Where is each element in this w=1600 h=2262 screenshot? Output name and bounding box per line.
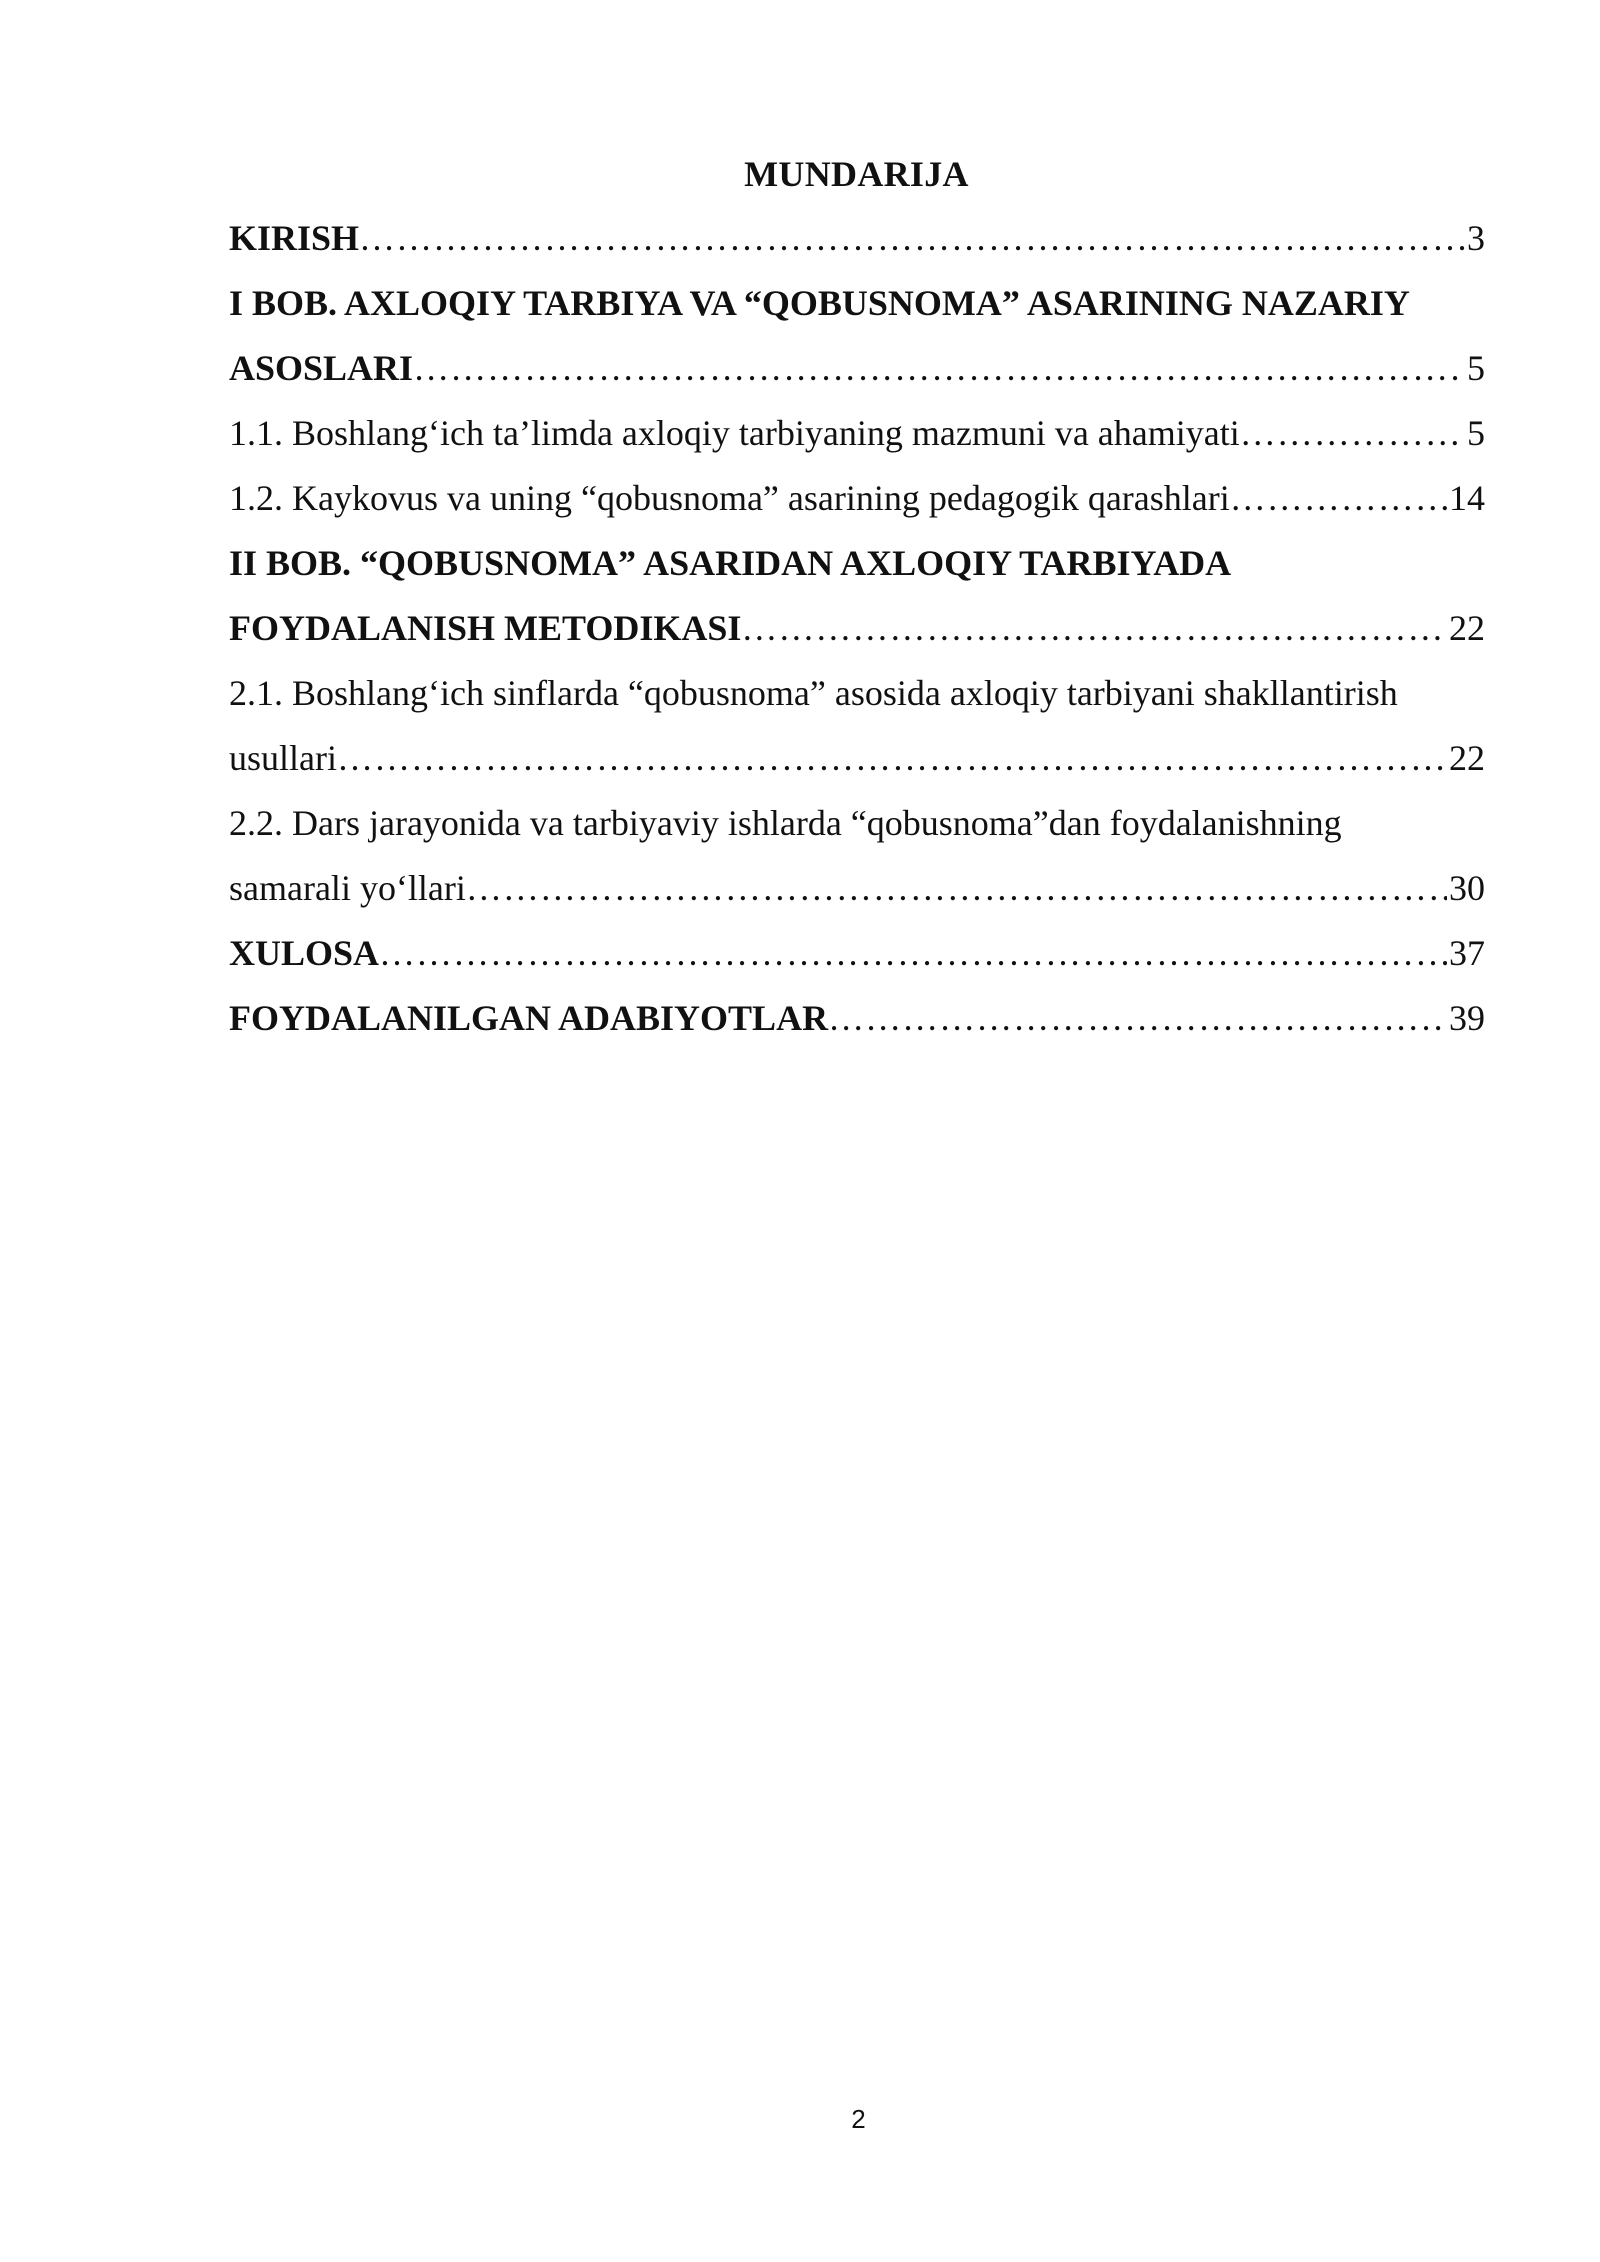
- toc-entry-label: usullari: [229, 738, 337, 778]
- toc-entry-label: I BOB. AXLOQIY TARBIYA VA “QOBUSNOMA” ASARINING NAZARIY: [229, 283, 1410, 323]
- toc-entry-section-1-2[interactable]: [229, 466, 1485, 531]
- toc-entry-bibliography[interactable]: [229, 986, 1485, 1051]
- dot-leader: [413, 336, 1465, 401]
- toc-title: MUNDARIJA: [744, 154, 969, 194]
- toc-entry-xulosa[interactable]: [229, 921, 1485, 986]
- toc-entry-section-2-2[interactable]: [229, 856, 1485, 921]
- toc-entry-page: 22: [1449, 608, 1485, 648]
- toc-entry-label: 1.2. Kaykovus va uning “qobusnoma” asarining pedagogik qarashlari: [229, 478, 1230, 518]
- toc-entry-chapter-2-line1[interactable]: [229, 531, 1485, 596]
- toc-entry-label: 2.2. Dars jarayonida va tarbiyaviy ishlarda “qobusnoma”dan foydalanishning: [229, 803, 1342, 843]
- toc-entry-label: XULOSA: [229, 933, 380, 973]
- dot-leader: [1240, 401, 1465, 466]
- dot-leader: [359, 206, 1465, 271]
- toc-entry-label: samarali yo‘llari: [229, 868, 466, 908]
- toc-entry-section-2-2-line1[interactable]: [229, 791, 1485, 856]
- toc-entry-page: 39: [1449, 998, 1485, 1038]
- toc-entry-page: 3: [1467, 218, 1485, 258]
- toc-entry-page: 37: [1449, 933, 1485, 973]
- toc-entry-chapter-1[interactable]: [229, 336, 1485, 401]
- toc-entry-chapter-1-line1[interactable]: [229, 271, 1485, 336]
- dot-leader: [741, 596, 1447, 661]
- toc-entry-label: FOYDALANILGAN ADABIYOTLAR: [229, 998, 829, 1038]
- toc-entry-section-2-1-line1[interactable]: [229, 661, 1485, 726]
- toc-entry-page: 30: [1449, 868, 1485, 908]
- toc-entry-page: 14: [1449, 478, 1485, 518]
- toc-entry-label: II BOB. “QOBUSNOMA” ASARIDAN AXLOQIY TARBIYADA: [229, 543, 1232, 583]
- toc-entry-chapter-2[interactable]: [229, 596, 1485, 661]
- toc-entry-section-2-1[interactable]: [229, 726, 1485, 791]
- toc-entry-label: 2.1. Boshlang‘ich sinflarda “qobusnoma” asosida axloqiy tarbiyani shakllantirish: [229, 673, 1398, 713]
- toc-entry-kirish[interactable]: [229, 206, 1485, 271]
- dot-leader: [337, 726, 1447, 791]
- page-number: 2: [851, 2104, 866, 2134]
- table-of-contents: [229, 206, 1485, 1051]
- toc-entry-label: KIRISH: [229, 218, 360, 258]
- dot-leader: [379, 921, 1447, 986]
- toc-entry-page: 5: [1467, 348, 1485, 388]
- toc-entry-page: 5: [1467, 413, 1485, 453]
- dot-leader: [466, 856, 1447, 921]
- toc-entry-page: 22: [1449, 738, 1485, 778]
- dot-leader: [1230, 466, 1447, 531]
- toc-entry-label: ASOSLARI: [229, 348, 414, 388]
- toc-entry-section-1-1[interactable]: [229, 401, 1485, 466]
- dot-leader: [828, 986, 1447, 1051]
- toc-entry-label: 1.1. Boshlang‘ich ta’limda axloqiy tarbiyaning mazmuni va ahamiyati: [229, 413, 1240, 453]
- toc-entry-label: FOYDALANISH METODIKASI: [229, 608, 742, 648]
